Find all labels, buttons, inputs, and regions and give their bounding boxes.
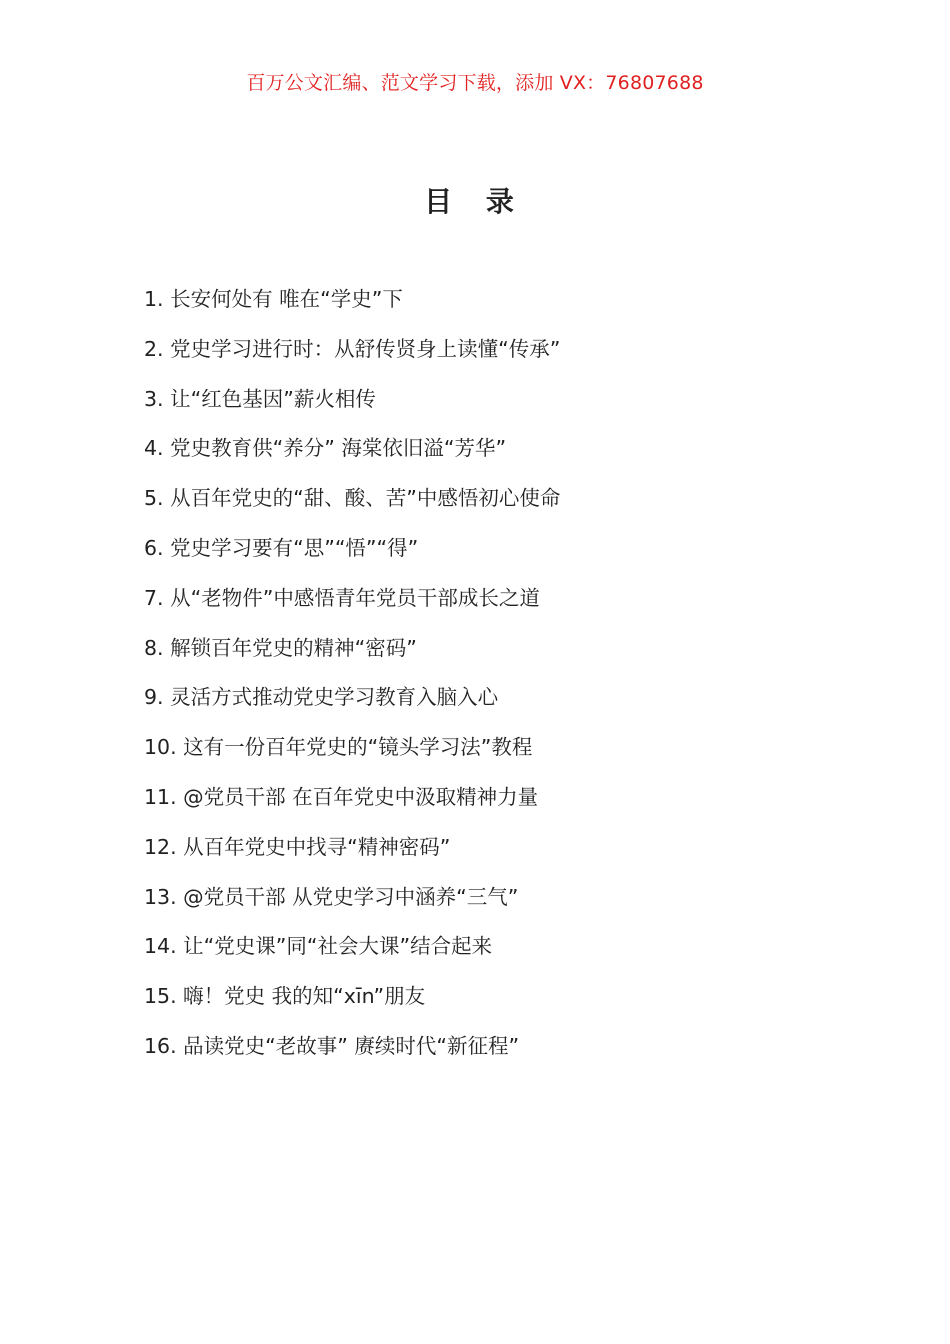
toc-item: 9. 灵活方式推动党史学习教育入脑入心 — [144, 685, 499, 710]
toc-title: 目 录 — [424, 185, 526, 218]
toc-item: 14. 让“党史课”同“社会大课”结合起来 — [144, 934, 493, 959]
toc-item: 15. 嗨！党史 我的知“xīn”朋友 — [144, 984, 426, 1009]
toc-list — [144, 283, 844, 1080]
toc-item: 10. 这有一份百年党史的“镜头学习法”教程 — [144, 735, 533, 760]
toc-item: 16. 品读党史“老故事” 赓续时代“新征程” — [144, 1033, 520, 1058]
toc-item: 12. 从百年党史中找寻“精神密码” — [144, 834, 451, 859]
toc-item: 2. 党史学习进行时：从舒传贤身上读懂“传承” — [144, 336, 561, 361]
header-note: 百万公文汇编、范文学习下载，添加 VX：76807688 — [246, 72, 704, 94]
toc-item: 6. 党史学习要有“思”“悟”“得” — [144, 535, 419, 560]
toc-item: 7. 从“老物件”中感悟青年党员干部成长之道 — [144, 585, 540, 610]
toc-item: 8. 解锁百年党史的精神“密码” — [144, 635, 417, 660]
toc-item: 11. @党员干部 在百年党史中汲取精神力量 — [144, 784, 539, 809]
toc-item: 5. 从百年党史的“甜、酸、苦”中感悟初心使命 — [144, 486, 561, 511]
toc-item: 4. 党史教育供“养分” 海棠依旧溢“芳华” — [144, 436, 507, 461]
toc-item: 3. 让“红色基因”薪火相传 — [144, 386, 376, 411]
toc-item: 13. @党员干部 从党史学习中涵养“三气” — [144, 884, 519, 909]
toc-item: 1. 长安何处有 唯在“学史”下 — [144, 287, 403, 311]
